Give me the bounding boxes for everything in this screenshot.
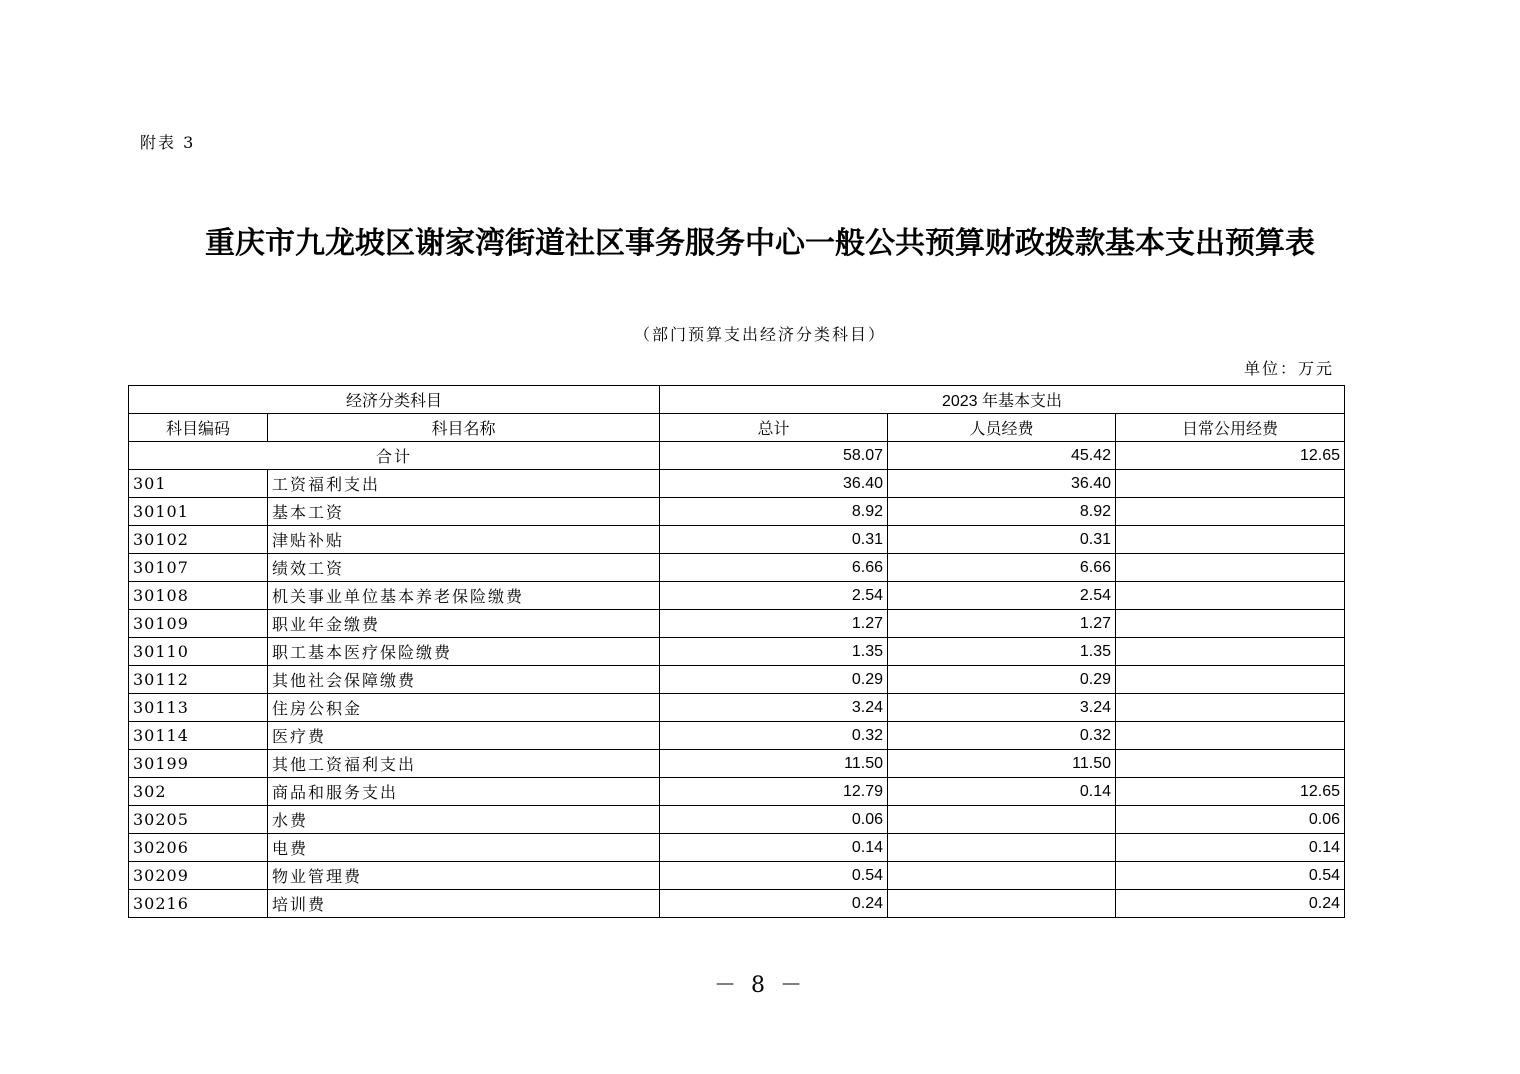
header-economic-category: 经济分类科目 bbox=[129, 386, 660, 414]
row-daily-public bbox=[1116, 554, 1345, 582]
budget-table bbox=[128, 385, 1345, 918]
table-row bbox=[129, 890, 1345, 918]
table-row bbox=[129, 470, 1345, 498]
row-daily-public: 12.65 bbox=[1116, 778, 1345, 806]
row-personnel: 0.14 bbox=[888, 778, 1116, 806]
table-row bbox=[129, 498, 1345, 526]
row-total: 0.54 bbox=[660, 862, 888, 890]
row-daily-public: 0.54 bbox=[1116, 862, 1345, 890]
row-code: 30209 bbox=[129, 862, 268, 890]
row-code: 30112 bbox=[129, 666, 268, 694]
total-daily-public: 12.65 bbox=[1116, 442, 1345, 470]
row-code: 301 bbox=[129, 470, 268, 498]
row-daily-public bbox=[1116, 694, 1345, 722]
row-daily-public: 0.14 bbox=[1116, 834, 1345, 862]
row-name: 其他社会保障缴费 bbox=[268, 666, 660, 694]
row-code: 30216 bbox=[129, 890, 268, 918]
row-personnel: 1.27 bbox=[888, 610, 1116, 638]
row-name: 绩效工资 bbox=[268, 554, 660, 582]
table-row bbox=[129, 694, 1345, 722]
row-daily-public bbox=[1116, 722, 1345, 750]
table-row bbox=[129, 722, 1345, 750]
row-code: 30107 bbox=[129, 554, 268, 582]
row-name: 物业管理费 bbox=[268, 862, 660, 890]
table-row bbox=[129, 750, 1345, 778]
table-row bbox=[129, 806, 1345, 834]
table-row bbox=[129, 582, 1345, 610]
row-name: 职业年金缴费 bbox=[268, 610, 660, 638]
row-total: 2.54 bbox=[660, 582, 888, 610]
row-daily-public bbox=[1116, 498, 1345, 526]
row-name: 医疗费 bbox=[268, 722, 660, 750]
row-total: 8.92 bbox=[660, 498, 888, 526]
table-row bbox=[129, 526, 1345, 554]
row-personnel bbox=[888, 890, 1116, 918]
header-name: 科目名称 bbox=[268, 414, 660, 442]
table-row bbox=[129, 638, 1345, 666]
header-personnel: 人员经费 bbox=[888, 414, 1116, 442]
page-title: 重庆市九龙坡区谢家湾街道社区事务服务中心一般公共预算财政拨款基本支出预算表 bbox=[205, 226, 1315, 261]
unit-label: 单位：万元 bbox=[1244, 359, 1335, 378]
table-row bbox=[129, 666, 1345, 694]
row-personnel bbox=[888, 806, 1116, 834]
row-personnel bbox=[888, 862, 1116, 890]
row-daily-public: 0.24 bbox=[1116, 890, 1345, 918]
row-name: 商品和服务支出 bbox=[268, 778, 660, 806]
group-header-row bbox=[129, 386, 1345, 414]
row-total: 12.79 bbox=[660, 778, 888, 806]
row-code: 30114 bbox=[129, 722, 268, 750]
row-daily-public bbox=[1116, 526, 1345, 554]
row-personnel: 6.66 bbox=[888, 554, 1116, 582]
table-row bbox=[129, 554, 1345, 582]
row-personnel: 36.40 bbox=[888, 470, 1116, 498]
row-daily-public bbox=[1116, 610, 1345, 638]
header-total: 总计 bbox=[660, 414, 888, 442]
row-personnel: 8.92 bbox=[888, 498, 1116, 526]
row-personnel: 1.35 bbox=[888, 638, 1116, 666]
row-personnel: 0.31 bbox=[888, 526, 1116, 554]
table-row bbox=[129, 778, 1345, 806]
row-daily-public bbox=[1116, 666, 1345, 694]
row-personnel: 11.50 bbox=[888, 750, 1116, 778]
row-total: 0.29 bbox=[660, 666, 888, 694]
row-total: 11.50 bbox=[660, 750, 888, 778]
row-code: 30102 bbox=[129, 526, 268, 554]
row-total: 0.14 bbox=[660, 834, 888, 862]
table-row bbox=[129, 834, 1345, 862]
row-name: 津贴补贴 bbox=[268, 526, 660, 554]
row-total: 6.66 bbox=[660, 554, 888, 582]
attachment-label: 附表 3 bbox=[140, 133, 196, 152]
row-code: 30113 bbox=[129, 694, 268, 722]
row-name: 机关事业单位基本养老保险缴费 bbox=[268, 582, 660, 610]
page-number: － 8 － bbox=[714, 973, 806, 998]
row-personnel: 0.32 bbox=[888, 722, 1116, 750]
row-total: 0.24 bbox=[660, 890, 888, 918]
row-daily-public: 0.06 bbox=[1116, 806, 1345, 834]
row-name: 工资福利支出 bbox=[268, 470, 660, 498]
row-code: 30110 bbox=[129, 638, 268, 666]
row-daily-public bbox=[1116, 750, 1345, 778]
row-total: 36.40 bbox=[660, 470, 888, 498]
row-code: 30101 bbox=[129, 498, 268, 526]
row-personnel bbox=[888, 834, 1116, 862]
row-name: 职工基本医疗保险缴费 bbox=[268, 638, 660, 666]
row-total: 0.31 bbox=[660, 526, 888, 554]
total-personnel: 45.42 bbox=[888, 442, 1116, 470]
row-personnel: 3.24 bbox=[888, 694, 1116, 722]
row-total: 0.32 bbox=[660, 722, 888, 750]
row-name: 基本工资 bbox=[268, 498, 660, 526]
row-name: 水费 bbox=[268, 806, 660, 834]
row-name: 其他工资福利支出 bbox=[268, 750, 660, 778]
page-subtitle: （部门预算支出经济分类科目） bbox=[633, 325, 886, 344]
row-code: 30205 bbox=[129, 806, 268, 834]
row-code: 302 bbox=[129, 778, 268, 806]
row-daily-public bbox=[1116, 582, 1345, 610]
row-daily-public bbox=[1116, 638, 1345, 666]
row-daily-public bbox=[1116, 470, 1345, 498]
total-label: 合计 bbox=[129, 442, 660, 470]
row-personnel: 2.54 bbox=[888, 582, 1116, 610]
header-daily-public: 日常公用经费 bbox=[1116, 414, 1345, 442]
column-header-row bbox=[129, 414, 1345, 442]
row-code: 30108 bbox=[129, 582, 268, 610]
row-code: 30206 bbox=[129, 834, 268, 862]
table-row bbox=[129, 862, 1345, 890]
row-name: 培训费 bbox=[268, 890, 660, 918]
row-name: 住房公积金 bbox=[268, 694, 660, 722]
header-year-expenditure: 2023 年基本支出 bbox=[660, 386, 1345, 414]
row-total: 1.27 bbox=[660, 610, 888, 638]
row-total: 0.06 bbox=[660, 806, 888, 834]
row-code: 30199 bbox=[129, 750, 268, 778]
total-total: 58.07 bbox=[660, 442, 888, 470]
row-total: 3.24 bbox=[660, 694, 888, 722]
table-row bbox=[129, 610, 1345, 638]
row-code: 30109 bbox=[129, 610, 268, 638]
total-row bbox=[129, 442, 1345, 470]
row-personnel: 0.29 bbox=[888, 666, 1116, 694]
row-name: 电费 bbox=[268, 834, 660, 862]
row-total: 1.35 bbox=[660, 638, 888, 666]
header-code: 科目编码 bbox=[129, 414, 268, 442]
